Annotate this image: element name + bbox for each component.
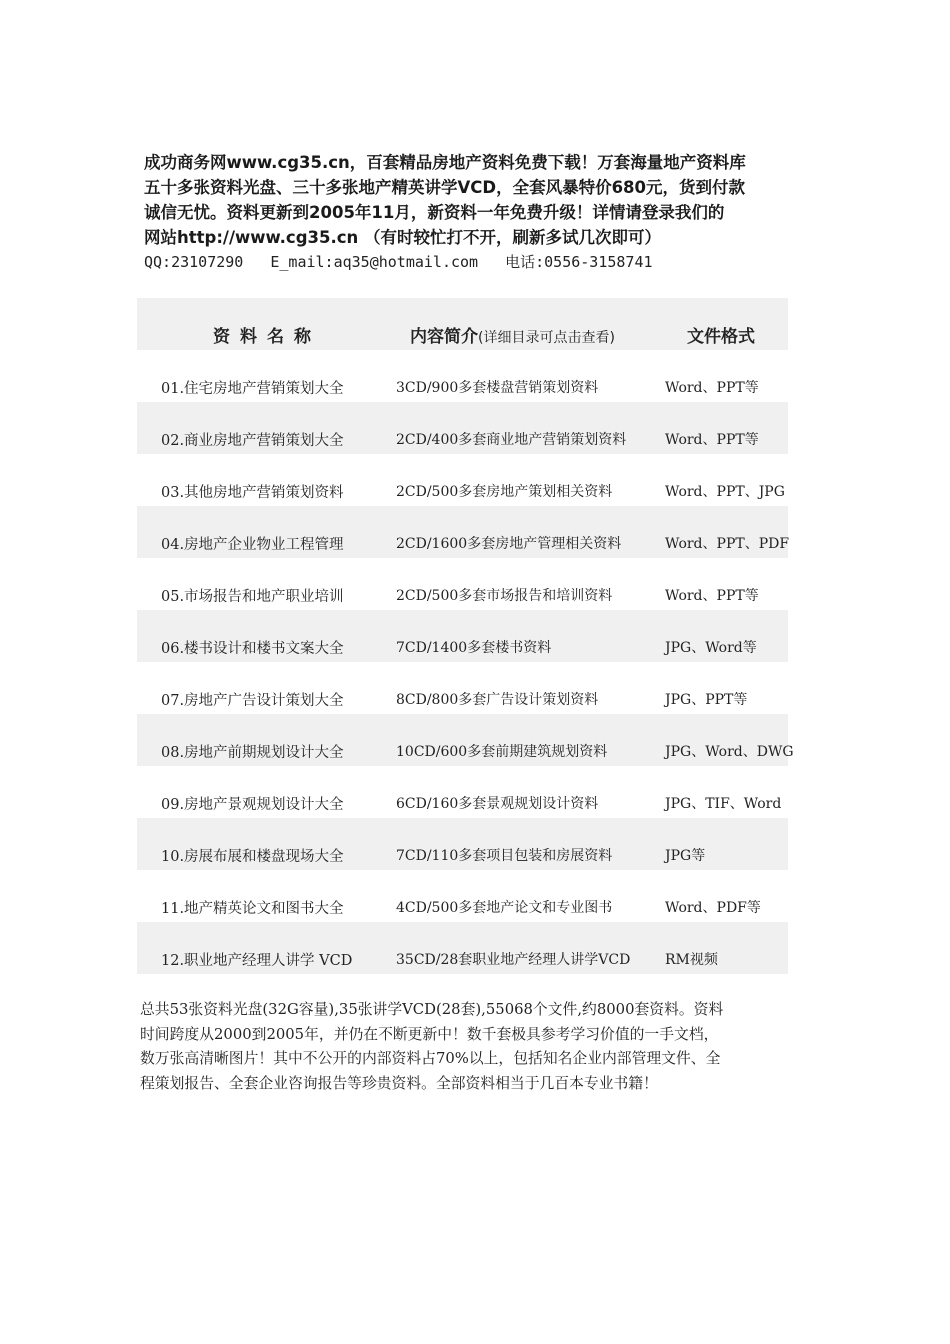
email-address: E_mail:aq35@hotmail.com [270,253,479,271]
phone-number: 电话:0556-3158741 [505,253,653,271]
table-row[interactable] [137,610,788,662]
row-content: 10CD/600多套前期建筑规划资料 [396,744,608,760]
intro-line: 诚信无忧。资料更新到2005年11月，新资料一年免费升级！详情请登录我们的 [144,203,725,222]
intro-paragraph [144,150,824,250]
row-content: 3CD/900多套楼盘营销策划资料 [396,380,599,396]
row-content: 2CD/1600多套房地产管理相关资料 [396,536,622,552]
row-format: RM视频 [665,952,718,968]
row-content: 2CD/500多套房地产策划相关资料 [396,484,613,500]
intro-line: 成功商务网www.cg35.cn，百套精品房地产资料免费下载！万套海量地产资料库 [144,153,746,172]
row-name: 09.房地产景观规划设计大全 [161,797,344,813]
row-name: 03.其他房地产营销策划资料 [161,485,344,501]
table-row[interactable] [137,714,794,766]
intro-line: 五十多张资料光盘、三十多张地产精英讲学VCD，全套风暴特价680元，货到付款 [144,178,746,197]
table-header [137,298,788,350]
row-name: 10.房展布展和楼盘现场大全 [161,849,344,865]
table-row[interactable] [137,662,788,714]
table-row[interactable] [137,818,788,870]
row-format: Word、PDF等 [665,900,761,916]
header-content-note: (详细目录可点击查看) [478,330,615,346]
table-row[interactable] [137,558,788,610]
header-format: 文件格式 [687,327,755,347]
intro-line-website: 网站http://www.cg35.cn （有时较忙打不开，刷新多试几次即可） [144,228,662,247]
row-content: 7CD/1400多套楼书资料 [396,640,552,656]
table-row[interactable] [137,922,788,974]
contact-line [144,252,824,272]
row-format: Word、PPT、JPG [665,484,785,500]
row-name: 05.市场报告和地产职业培训 [161,589,344,605]
row-content: 6CD/160多套景观规划设计资料 [396,796,599,812]
resource-table [137,298,794,974]
row-name: 08.房地产前期规划设计大全 [161,745,344,761]
row-format: JPG、Word等 [665,640,757,656]
table-row[interactable] [137,506,788,558]
table-row[interactable] [137,870,788,922]
row-format: JPG、PPT等 [665,692,748,708]
row-content: 8CD/800多套广告设计策划资料 [396,692,599,708]
row-format: Word、PPT等 [665,432,759,448]
header-content [410,322,615,347]
row-format: JPG、Word、DWG [665,744,794,760]
row-name: 06.楼书设计和楼书文案大全 [161,641,344,657]
summary-line: 时间跨度从2000到2005年，并仍在不断更新中！数千套极具参考学习价值的一手文档， [140,1025,719,1043]
row-name: 02.商业房地产营销策划大全 [161,433,344,449]
row-format: JPG、TIF、Word [665,796,782,812]
row-content: 4CD/500多套地产论文和专业图书 [396,900,613,916]
row-format: Word、PPT等 [665,588,759,604]
row-content: 2CD/500多套市场报告和培训资料 [396,588,613,604]
table-row[interactable] [137,350,788,402]
summary-paragraph [140,998,800,1096]
table-row[interactable] [137,402,788,454]
header-content-label: 内容简介 [410,327,478,347]
row-content: 2CD/400多套商业地产营销策划资料 [396,432,627,448]
row-name: 04.房地产企业物业工程管理 [161,537,344,553]
row-name: 07.房地产广告设计策划大全 [161,693,344,709]
qq-number: QQ:23107290 [144,253,244,271]
row-format: Word、PPT、PDF [665,536,790,552]
table-row[interactable] [137,766,788,818]
row-name: 12.职业地产经理人讲学 VCD [161,953,353,969]
summary-line: 总共53张资料光盘(32G容量),35张讲学VCD(28套),55068个文件,约8000套资料。资料 [140,1001,724,1018]
summary-line: 数万张高清晰图片！其中不公开的内部资料占70%以上，包括知名企业内部管理文件、全 [140,1050,721,1067]
row-format: JPG等 [665,848,706,864]
summary-line: 程策划报告、全套企业咨询报告等珍贵资料。全部资料相当于几百本专业书籍！ [140,1074,658,1092]
header-name: 资料名称 [213,327,321,347]
row-name: 11.地产精英论文和图书大全 [161,901,344,917]
row-content: 35CD/28套职业地产经理人讲学VCD [396,952,631,968]
row-content: 7CD/110多套项目包装和房展资料 [396,848,613,864]
row-name: 01.住宅房地产营销策划大全 [161,381,344,397]
row-format: Word、PPT等 [665,380,759,396]
table-row[interactable] [137,454,788,506]
